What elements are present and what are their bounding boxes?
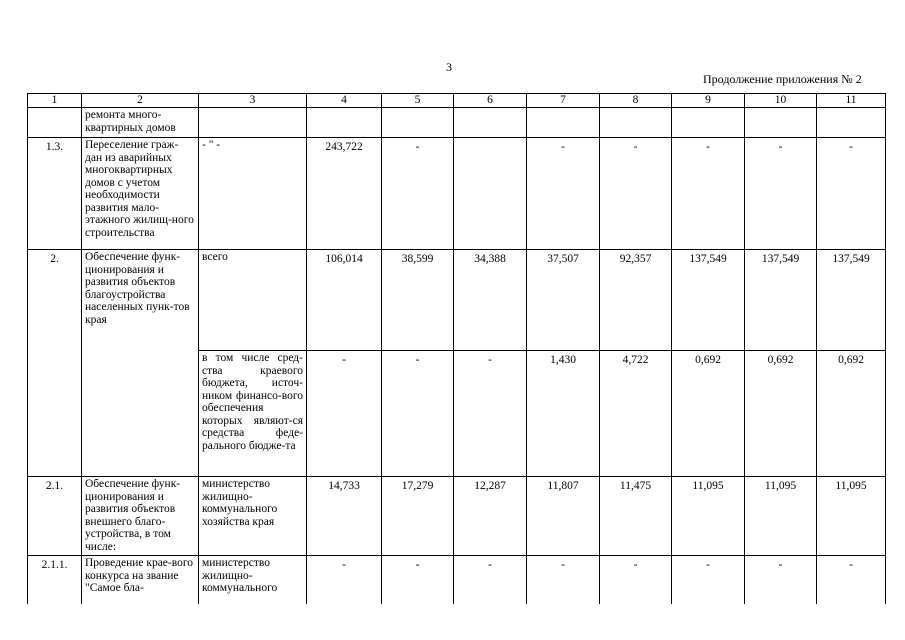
row-name: ремонта много-квартирных домов <box>82 108 199 138</box>
row-value: - <box>600 138 672 250</box>
row-value: - <box>382 138 454 250</box>
column-header: 1 <box>28 94 82 108</box>
row-value: 17,279 <box>382 477 454 556</box>
row-value: - <box>817 556 886 605</box>
row-number: 2.1. <box>28 477 82 556</box>
row-value: - <box>382 556 454 605</box>
row-value: 106,014 <box>307 250 382 351</box>
row-value: - <box>307 556 382 605</box>
page-number: 3 <box>446 60 452 74</box>
row-value: - <box>454 351 527 477</box>
row-executor: всего <box>199 250 307 351</box>
row-value: 11,095 <box>817 477 886 556</box>
row-value: 11,475 <box>600 477 672 556</box>
column-header: 9 <box>672 94 745 108</box>
column-header: 2 <box>82 94 199 108</box>
row-value: 38,599 <box>382 250 454 351</box>
row-name: Обеспечение функ-ционирования и развития объектов благоустройства населенных пунк-тов края <box>82 250 199 477</box>
row-value: 137,549 <box>672 250 745 351</box>
row-value <box>307 108 382 138</box>
row-value: 0,692 <box>817 351 886 477</box>
column-header: 6 <box>454 94 527 108</box>
row-value: 137,549 <box>745 250 817 351</box>
column-header: 4 <box>307 94 382 108</box>
table-row <box>28 477 886 556</box>
row-value: - <box>745 138 817 250</box>
column-header: 10 <box>745 94 817 108</box>
row-value: 11,095 <box>745 477 817 556</box>
column-header: 8 <box>600 94 672 108</box>
row-value: 243,722 <box>307 138 382 250</box>
row-value: - <box>454 556 527 605</box>
row-value <box>672 108 745 138</box>
row-value: 12,287 <box>454 477 527 556</box>
row-executor: - " - <box>199 138 307 250</box>
row-value <box>817 108 886 138</box>
column-header: 5 <box>382 94 454 108</box>
column-number-row <box>28 94 886 108</box>
row-number <box>28 108 82 138</box>
column-header: 7 <box>527 94 600 108</box>
row-value <box>600 108 672 138</box>
row-value: - <box>600 556 672 605</box>
table-row <box>28 556 886 605</box>
row-value <box>454 138 527 250</box>
row-value: 11,095 <box>672 477 745 556</box>
row-value: 0,692 <box>672 351 745 477</box>
row-value: 37,507 <box>527 250 600 351</box>
column-header: 3 <box>199 94 307 108</box>
row-executor: министерство жилищно-коммунального <box>199 556 307 605</box>
row-value <box>745 108 817 138</box>
row-value: - <box>672 138 745 250</box>
row-executor <box>199 108 307 138</box>
row-value: 92,357 <box>600 250 672 351</box>
row-value: - <box>817 138 886 250</box>
row-number: 2.1.1. <box>28 556 82 605</box>
row-value: - <box>527 556 600 605</box>
row-value: 1,430 <box>527 351 600 477</box>
row-value: - <box>527 138 600 250</box>
row-executor: в том числе сред-ства краевого бюджета, источ-ником финансо-вого обеспечения которых являют-ся средства феде-рального бюдже-та <box>199 351 307 477</box>
row-value: - <box>745 556 817 605</box>
row-name: Переселение граж-дан из аварийных многоквартирных домов с учетом необходимости развития мало-этажного жилищ-ного строительства <box>82 138 199 250</box>
row-value: 14,733 <box>307 477 382 556</box>
row-value: - <box>382 351 454 477</box>
row-value: 4,722 <box>600 351 672 477</box>
continuation-caption: Продолжение приложения № 2 <box>703 72 862 86</box>
row-value: 34,388 <box>454 250 527 351</box>
row-name: Проведение крае-вого конкурса на звание "Самое бла- <box>82 556 199 605</box>
row-value: - <box>307 351 382 477</box>
row-value: 11,807 <box>527 477 600 556</box>
table-row <box>28 250 886 351</box>
row-number: 1.3. <box>28 138 82 250</box>
column-header: 11 <box>817 94 886 108</box>
table-row <box>28 108 886 138</box>
row-value <box>527 108 600 138</box>
row-name: Обеспечение функ-ционирования и развития объектов внешнего благо-устройства, в том числе: <box>82 477 199 556</box>
row-value <box>382 108 454 138</box>
row-number: 2. <box>28 250 82 477</box>
row-value <box>454 108 527 138</box>
row-executor: министерство жилищно-коммунального хозяйства края <box>199 477 307 556</box>
row-value: - <box>672 556 745 605</box>
table-row <box>28 138 886 250</box>
row-value: 0,692 <box>745 351 817 477</box>
row-value: 137,549 <box>817 250 886 351</box>
appendix-table <box>27 93 886 604</box>
